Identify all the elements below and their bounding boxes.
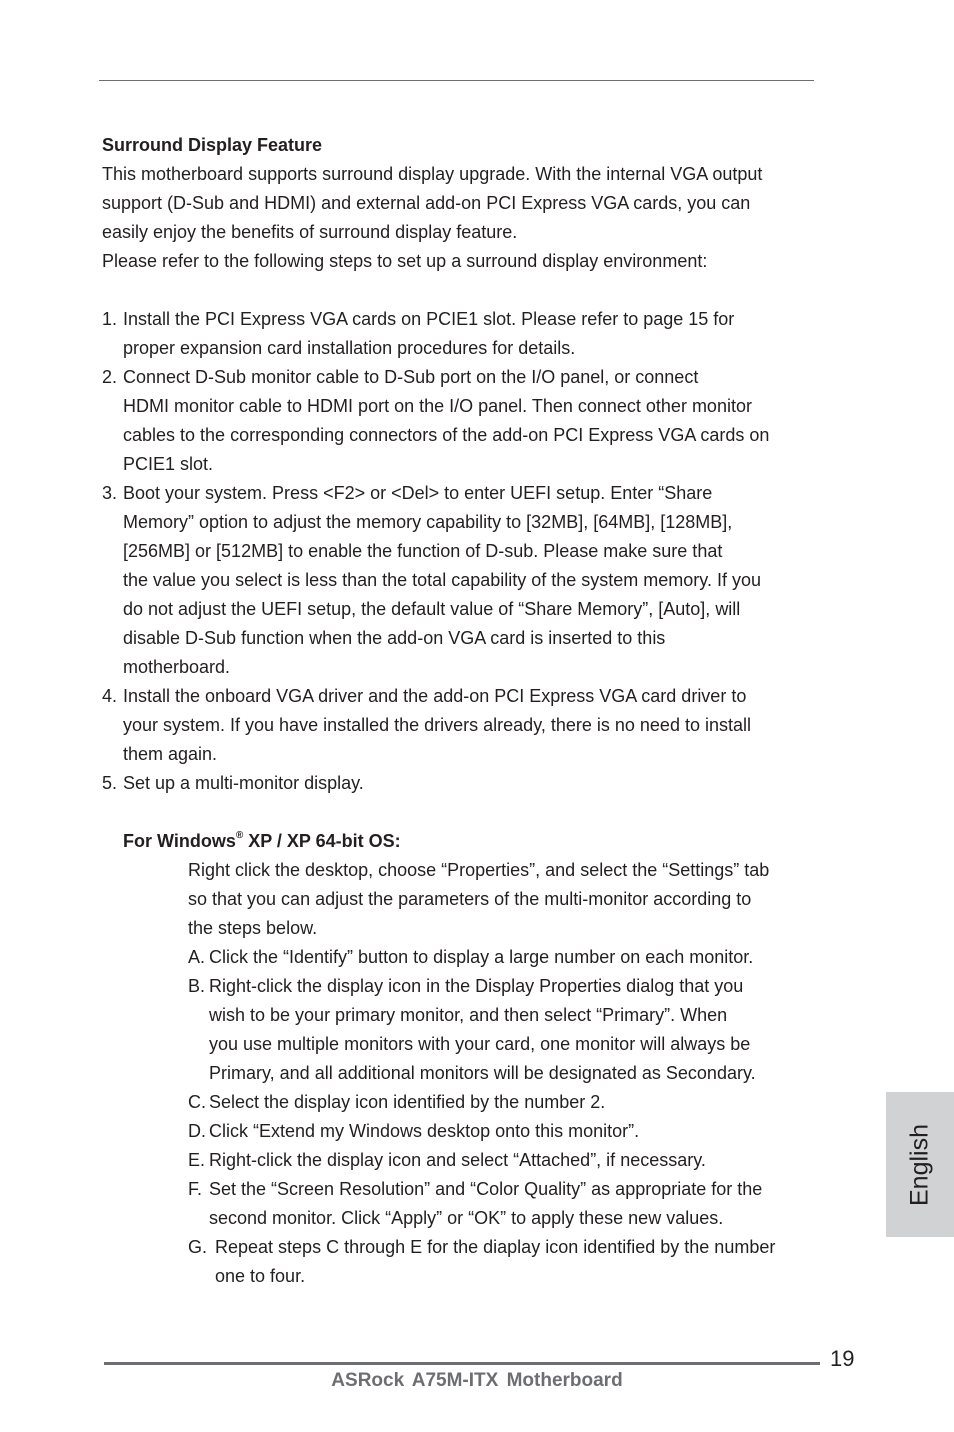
bottom-rule <box>104 1362 820 1365</box>
page-number: 19 <box>830 1346 855 1371</box>
step-line: Set the “Screen Resolution” and “Color Quality” as appropriate for the <box>209 1179 763 1199</box>
step-line: [256MB] or [512MB] to enable the function of D-sub. Please make sure that <box>123 541 723 561</box>
step-line: proper expansion card installation procedures for details. <box>123 338 576 358</box>
step-letter: E. <box>188 1150 206 1170</box>
intro-line: This motherboard supports surround display upgrade. With the internal VGA output <box>102 164 763 184</box>
step-line: Set up a multi-monitor display. <box>123 773 364 793</box>
step-letter: C. <box>188 1092 206 1112</box>
step-line: cables to the corresponding connectors of the add-on PCI Express VGA cards on <box>123 425 770 445</box>
step-line: Click “Extend my Windows desktop onto this monitor”. <box>209 1121 640 1141</box>
windows-heading-pre: For Windows <box>123 831 236 851</box>
content <box>102 131 822 1291</box>
windows-step-g <box>188 1233 818 1291</box>
step-line: Connect D-Sub monitor cable to D-Sub port on the I/O panel, or connect <box>123 367 699 387</box>
step-line: PCIE1 slot. <box>123 454 214 474</box>
step-3 <box>102 479 822 682</box>
intro-line: support (D-Sub and HDMI) and external add-on PCI Express VGA cards, you can <box>102 193 751 213</box>
step-line: Primary, and all additional monitors will be designated as Secondary. <box>209 1063 756 1083</box>
intro-paragraph <box>102 160 822 276</box>
language-tab-label: English <box>905 1123 934 1206</box>
step-letter: D. <box>188 1121 206 1141</box>
windows-intro-line: so that you can adjust the parameters of the multi-monitor according to <box>188 889 752 909</box>
top-rule <box>99 80 814 81</box>
footer-title: ASRock A75M-ITX Motherboard <box>331 1370 623 1391</box>
step-number: 4. <box>102 686 118 706</box>
step-5 <box>102 769 822 798</box>
step-number: 1. <box>102 309 118 329</box>
windows-step-f <box>188 1175 818 1233</box>
windows-heading <box>123 827 822 856</box>
step-letter: G. <box>188 1237 208 1257</box>
step-2 <box>102 363 822 479</box>
step-letter: A. <box>188 947 206 967</box>
language-tab <box>886 1092 954 1237</box>
step-line: disable D-Sub function when the add-on VGA card is inserted to this <box>123 628 666 648</box>
intro-line: Please refer to the following steps to set up a surround display environment: <box>102 251 708 271</box>
step-letter: F. <box>188 1179 203 1199</box>
windows-step-c <box>188 1088 818 1117</box>
windows-step-e <box>188 1146 818 1175</box>
step-line: wish to be your primary monitor, and then select “Primary”. When <box>209 1005 728 1025</box>
step-line: Repeat steps C through E for the diaplay icon identified by the number <box>215 1237 776 1257</box>
step-number: 2. <box>102 367 118 387</box>
step-letter: B. <box>188 976 206 996</box>
step-line: Install the onboard VGA driver and the add-on PCI Express VGA card driver to <box>123 686 747 706</box>
step-line: do not adjust the UEFI setup, the default value of “Share Memory”, [Auto], will <box>123 599 741 619</box>
windows-intro-line: Right click the desktop, choose “Properties”, and select the “Settings” tab <box>188 860 770 880</box>
step-line: the value you select is less than the total capability of the system memory. If you <box>123 570 761 590</box>
windows-instructions <box>188 856 818 1291</box>
section-heading: Surround Display Feature <box>102 135 323 155</box>
step-line: Right-click the display icon in the Display Properties dialog that you <box>209 976 744 996</box>
windows-step-b <box>188 972 818 1088</box>
step-line: Install the PCI Express VGA cards on PCIE1 slot. Please refer to page 15 for <box>123 309 735 329</box>
windows-step-a <box>188 943 818 972</box>
step-line: second monitor. Click “Apply” or “OK” to apply these new values. <box>209 1208 724 1228</box>
step-1 <box>102 305 822 363</box>
step-line: HDMI monitor cable to HDMI port on the I/O panel. Then connect other monitor <box>123 396 752 416</box>
step-line: you use multiple monitors with your card, one monitor will always be <box>209 1034 751 1054</box>
step-line: Select the display icon identified by the number 2. <box>209 1092 606 1112</box>
step-line: motherboard. <box>123 657 231 677</box>
step-line: Boot your system. Press <F2> or <Del> to enter UEFI setup. Enter “Share <box>123 483 713 503</box>
step-number: 5. <box>102 773 118 793</box>
windows-heading-post: XP / XP 64-bit OS: <box>243 831 401 851</box>
windows-step-d <box>188 1117 818 1146</box>
windows-intro-line: the steps below. <box>188 918 318 938</box>
step-line: one to four. <box>215 1266 306 1286</box>
step-line: your system. If you have installed the drivers already, there is no need to install <box>123 715 751 735</box>
intro-line: easily enjoy the benefits of surround display feature. <box>102 222 518 242</box>
step-line: them again. <box>123 744 218 764</box>
registered-mark: ® <box>235 830 244 841</box>
step-number: 3. <box>102 483 118 503</box>
step-line: Memory” option to adjust the memory capability to [32MB], [64MB], [128MB], <box>123 512 733 532</box>
step-line: Click the “Identify” button to display a large number on each monitor. <box>209 947 754 967</box>
step-4 <box>102 682 822 769</box>
step-line: Right-click the display icon and select “Attached”, if necessary. <box>209 1150 706 1170</box>
